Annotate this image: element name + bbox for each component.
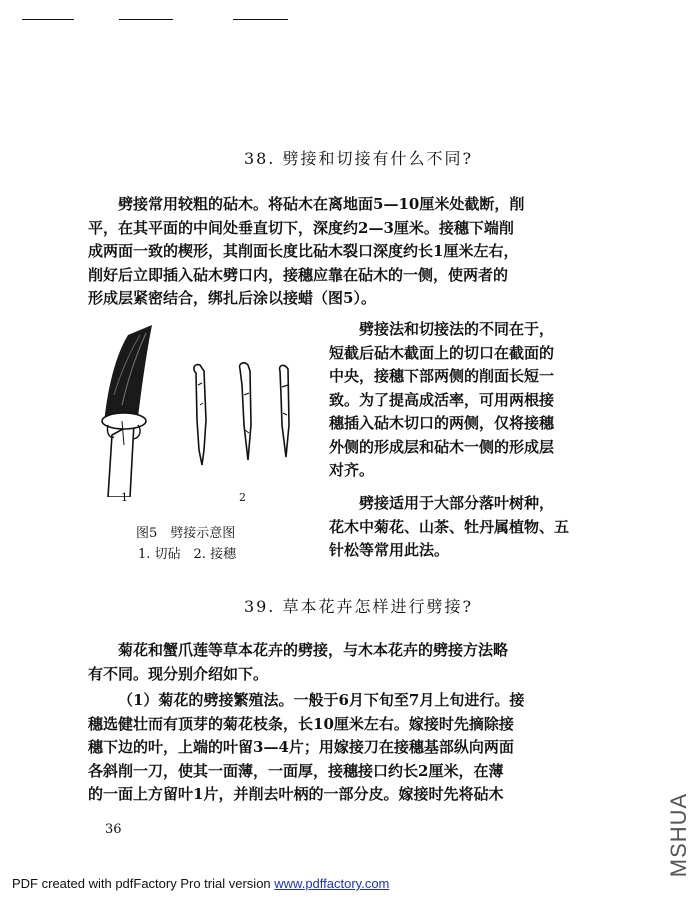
section-38-paragraph-3 bbox=[329, 492, 619, 563]
text-line: 劈接常用较粗的砧木。将砧木在离地面5—10厘米处截断，削 bbox=[118, 195, 525, 213]
text-line: 对齐。 bbox=[329, 461, 375, 479]
section-39-paragraph-2 bbox=[88, 689, 614, 807]
rootstock-trunk bbox=[108, 423, 134, 497]
page-number: 36 bbox=[105, 822, 122, 837]
text-line: 的一面上方留叶1片，并削去叶柄的一部分皮。嫁接时先将砧木 bbox=[88, 785, 504, 803]
text-line: 中央，接穗下部两侧的削面长短一 bbox=[329, 367, 555, 385]
footer-link[interactable]: www.pdffactory.com bbox=[274, 876, 390, 891]
watermark-text: MSHUA bbox=[666, 792, 692, 878]
figure-label-2: 2 bbox=[239, 491, 246, 504]
figure-label-1: 1 bbox=[121, 491, 128, 504]
scion-stick-1 bbox=[194, 365, 206, 465]
text-line: 各斜削一刀，使其一面薄，一面厚，接穗接口约长2厘米，在薄 bbox=[88, 761, 504, 780]
figure-5-illustration bbox=[94, 325, 294, 497]
section-38-paragraph-2 bbox=[329, 318, 619, 483]
scion-stick-3 bbox=[280, 365, 289, 457]
section-39-title: 39. 草本花卉怎样进行劈接? bbox=[243, 597, 474, 616]
text-line: 短截后砧木截面上的切口在截面的 bbox=[329, 343, 555, 362]
cleft-graft-drawing bbox=[94, 325, 294, 497]
text-line: 劈接适用于大部分落叶树种， bbox=[359, 494, 555, 512]
text-line: 外侧的形成层和砧木一侧的形成层 bbox=[329, 437, 555, 456]
text-line: 穗下边的叶，上端的叶留3—4片；用嫁接刀在接穗基部纵向两面 bbox=[88, 738, 514, 756]
text-line: 针松等常用此法。 bbox=[329, 541, 450, 559]
scion-stick-2 bbox=[240, 363, 251, 460]
footer-text: PDF created with pdfFactory Pro trial version bbox=[12, 876, 275, 891]
text-line: 穗选健壮而有顶芽的菊花枝条，长10厘米左右。嫁接时先摘除接 bbox=[88, 714, 514, 733]
watermark bbox=[666, 780, 692, 890]
top-rule-3 bbox=[233, 19, 288, 20]
section-39-paragraph-1 bbox=[88, 639, 614, 686]
text-line: 菊花和蟹爪莲等草本花卉的劈接，与木本花卉的劈接方法略 bbox=[118, 641, 509, 659]
top-rule-1 bbox=[22, 19, 74, 20]
text-line: 削好后立即插入砧木劈口内，接穗应靠在砧木的一侧，使两者的 bbox=[88, 265, 509, 284]
pdf-footer bbox=[12, 876, 389, 891]
top-rule-2 bbox=[119, 19, 173, 20]
figure-caption: 图5 劈接示意图 bbox=[136, 526, 236, 541]
scion-wedge bbox=[104, 325, 152, 423]
text-line: 平，在其平面的中间处垂直切下，深度约2—3厘米。接穗下端削 bbox=[88, 218, 514, 237]
section-38-title: 38. 劈接和切接有什么不同? bbox=[243, 149, 474, 168]
figure-sub-caption: 1. 切砧 2. 接穗 bbox=[138, 547, 237, 562]
text-line: 有不同。现分别介绍如下。 bbox=[88, 664, 269, 683]
text-line: 成两面一致的楔形，其削面长度比砧木裂口深度约长1厘米左右， bbox=[88, 242, 519, 260]
text-line: （1）菊花的劈接繁殖法。一般于6月下旬至7月上旬进行。接 bbox=[118, 691, 525, 709]
text-line: 致。为了提高成活率，可用两根接 bbox=[329, 390, 555, 409]
text-line: 穗插入砧木切口的两侧，仅将接穗 bbox=[329, 414, 555, 432]
text-line: 劈接法和切接法的不同在于， bbox=[359, 320, 555, 338]
text-line: 花木中菊花、山茶、牡丹属植物、五 bbox=[329, 517, 570, 536]
section-38-paragraph-1 bbox=[88, 193, 614, 311]
text-line: 形成层紧密结合，绑扎后涂以接蜡（图5）。 bbox=[88, 289, 376, 307]
